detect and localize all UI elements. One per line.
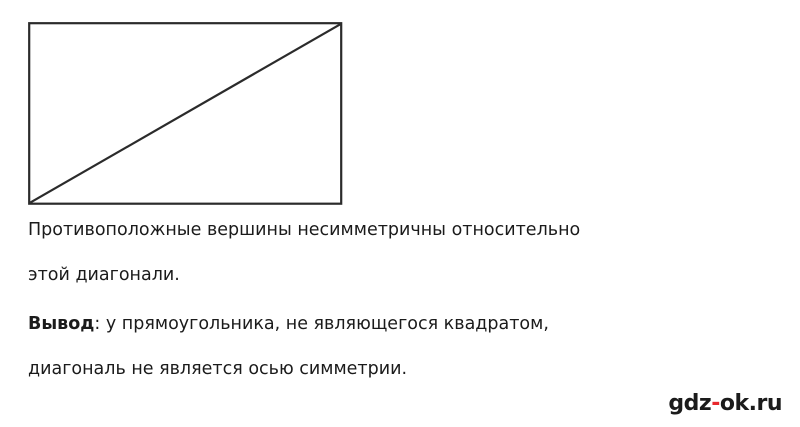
watermark-part-1: gdz [668,391,712,416]
site-watermark [668,391,782,416]
paragraph-line-1: Противоположные вершины несимметричны относительно [28,220,581,240]
watermark-part-2: ok [719,391,749,416]
solution-text-block [28,222,776,378]
geometry-figure-svg [28,22,343,205]
paragraph-conclusion [28,316,776,334]
conclusion-label: Вывод [28,314,95,334]
watermark-dash: - [711,391,720,416]
conclusion-text: : у прямоугольника, не являющегося квадратом, [94,314,549,334]
watermark-part-3: .ru [748,391,782,416]
rectangle-with-diagonal-figure [28,22,343,205]
paragraph-line-2: этой диагонали. [28,264,180,285]
paragraph-line-4: диагональ не является осью симметрии. [28,358,408,379]
